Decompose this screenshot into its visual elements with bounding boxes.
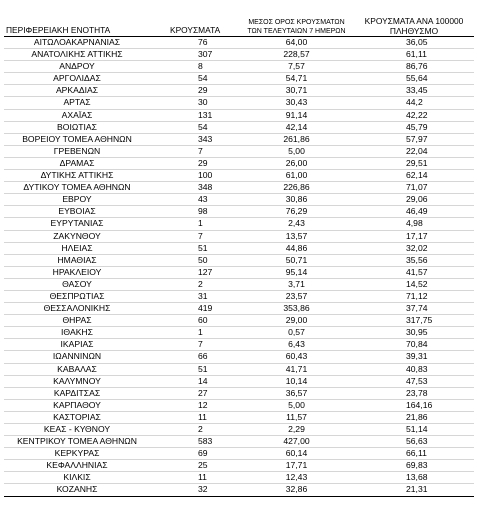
average-cell: 11,57 — [239, 411, 354, 423]
table-row — [4, 266, 474, 278]
header-7day-average: ΜΕΣΟΣ ΟΡΟΣ ΚΡΟΥΣΜΑΤΩΝ ΤΩΝ ΤΕΛΕΥΤΑΙΩΝ 7 ΗΜΕΡΩΝ — [239, 10, 354, 37]
region-cell: ΘΕΣΣΑΛΟΝΙΚΗΣ — [4, 303, 150, 315]
cases-cell: 2 — [150, 424, 239, 436]
region-cell: ΘΑΣΟΥ — [4, 278, 150, 290]
average-cell: 353,86 — [239, 303, 354, 315]
cases-cell: 11 — [150, 411, 239, 423]
average-cell: 10,14 — [239, 375, 354, 387]
rate-cell: 69,83 — [354, 460, 474, 472]
rate-cell: 86,76 — [354, 61, 474, 73]
table-row — [4, 49, 474, 61]
rate-cell: 45,79 — [354, 121, 474, 133]
region-cell: ΘΗΡΑΣ — [4, 315, 150, 327]
average-cell: 228,57 — [239, 49, 354, 61]
region-cell: ΘΕΣΠΡΩΤΙΑΣ — [4, 290, 150, 302]
average-cell: 60,14 — [239, 448, 354, 460]
cases-cell: 32 — [150, 484, 239, 496]
average-cell: 61,00 — [239, 170, 354, 182]
rate-cell: 71,12 — [354, 290, 474, 302]
table-row — [4, 315, 474, 327]
table-row — [4, 411, 474, 423]
region-cell: ΕΥΡΥΤΑΝΙΑΣ — [4, 218, 150, 230]
cases-cell: 14 — [150, 375, 239, 387]
rate-cell: 164,16 — [354, 399, 474, 411]
region-cell: ΚΑΡΠΑΘΟΥ — [4, 399, 150, 411]
cases-cell: 348 — [150, 182, 239, 194]
table-row — [4, 290, 474, 302]
rate-cell: 21,31 — [354, 484, 474, 496]
table-row — [4, 303, 474, 315]
header-region: ΠΕΡΙΦΕΡΕΙΑΚΗ ΕΝΟΤΗΤΑ — [4, 10, 150, 37]
average-cell: 30,86 — [239, 194, 354, 206]
rate-cell: 21,86 — [354, 411, 474, 423]
average-cell: 2,29 — [239, 424, 354, 436]
region-cell: ΚΑΣΤΟΡΙΑΣ — [4, 411, 150, 423]
region-cell: ΚΑΒΑΛΑΣ — [4, 363, 150, 375]
table-row — [4, 133, 474, 145]
average-cell: 7,57 — [239, 61, 354, 73]
rate-cell: 56,63 — [354, 436, 474, 448]
rate-cell: 47,53 — [354, 375, 474, 387]
cases-cell: 583 — [150, 436, 239, 448]
cases-cell: 343 — [150, 133, 239, 145]
cases-cell: 76 — [150, 37, 239, 49]
rate-cell: 71,07 — [354, 182, 474, 194]
cases-cell: 2 — [150, 278, 239, 290]
rate-cell: 17,17 — [354, 230, 474, 242]
table-row — [4, 230, 474, 242]
rate-cell: 23,78 — [354, 387, 474, 399]
rate-cell: 57,97 — [354, 133, 474, 145]
rate-cell: 30,95 — [354, 327, 474, 339]
table-row — [4, 278, 474, 290]
cases-cell: 307 — [150, 49, 239, 61]
rate-cell: 317,75 — [354, 315, 474, 327]
cases-cell: 419 — [150, 303, 239, 315]
region-cell: ΚΑΛΥΜΝΟΥ — [4, 375, 150, 387]
cases-cell: 31 — [150, 290, 239, 302]
rate-cell: 4,98 — [354, 218, 474, 230]
table-row — [4, 363, 474, 375]
cases-cell: 25 — [150, 460, 239, 472]
cases-cell: 98 — [150, 206, 239, 218]
average-cell: 23,57 — [239, 290, 354, 302]
average-cell: 41,71 — [239, 363, 354, 375]
rate-cell: 66,11 — [354, 448, 474, 460]
cases-cell: 27 — [150, 387, 239, 399]
table-row — [4, 254, 474, 266]
table-row — [4, 327, 474, 339]
region-cell: ΚΕΝΤΡΙΚΟΥ ΤΟΜΕΑ ΑΘΗΝΩΝ — [4, 436, 150, 448]
region-cell: ΙΚΑΡΙΑΣ — [4, 339, 150, 351]
region-cell: ΚΕΦΑΛΛΗΝΙΑΣ — [4, 460, 150, 472]
average-cell: 42,14 — [239, 121, 354, 133]
average-cell: 44,86 — [239, 242, 354, 254]
cases-cell: 54 — [150, 121, 239, 133]
header-row — [4, 10, 474, 37]
region-cell: ΔΥΤΙΚΗΣ ΑΤΤΙΚΗΣ — [4, 170, 150, 182]
average-cell: 17,71 — [239, 460, 354, 472]
cases-cell: 43 — [150, 194, 239, 206]
cases-cell: 69 — [150, 448, 239, 460]
average-cell: 2,43 — [239, 218, 354, 230]
table-body — [4, 37, 474, 497]
region-cell: ΗΡΑΚΛΕΙΟΥ — [4, 266, 150, 278]
cases-cell: 7 — [150, 145, 239, 157]
region-cell: ΔΥΤΙΚΟΥ ΤΟΜΕΑ ΑΘΗΝΩΝ — [4, 182, 150, 194]
cases-cell: 1 — [150, 218, 239, 230]
table-row — [4, 37, 474, 49]
region-cell: ΚΕΡΚΥΡΑΣ — [4, 448, 150, 460]
table-row — [4, 387, 474, 399]
average-cell: 29,00 — [239, 315, 354, 327]
rate-cell: 32,02 — [354, 242, 474, 254]
rate-cell: 51,14 — [354, 424, 474, 436]
rate-cell: 62,14 — [354, 170, 474, 182]
average-cell: 26,00 — [239, 157, 354, 169]
table-row — [4, 351, 474, 363]
average-cell: 76,29 — [239, 206, 354, 218]
average-cell: 261,86 — [239, 133, 354, 145]
average-cell: 12,43 — [239, 472, 354, 484]
cases-cell: 11 — [150, 472, 239, 484]
region-cell: ΚΕΑΣ - ΚΥΘΝΟΥ — [4, 424, 150, 436]
region-cell: ΚΟΖΑΝΗΣ — [4, 484, 150, 496]
cases-cell: 30 — [150, 97, 239, 109]
rate-cell: 41,57 — [354, 266, 474, 278]
average-cell: 30,43 — [239, 97, 354, 109]
table-row — [4, 194, 474, 206]
average-cell: 13,57 — [239, 230, 354, 242]
average-cell: 226,86 — [239, 182, 354, 194]
cases-cell: 51 — [150, 242, 239, 254]
table-row — [4, 121, 474, 133]
region-cell: ΕΥΒΟΙΑΣ — [4, 206, 150, 218]
table-row — [4, 424, 474, 436]
rate-cell: 29,06 — [354, 194, 474, 206]
cases-table — [4, 10, 474, 497]
rate-cell: 46,49 — [354, 206, 474, 218]
rate-cell: 22,04 — [354, 145, 474, 157]
region-cell: ΗΜΑΘΙΑΣ — [4, 254, 150, 266]
region-cell: ΑΧΑΪΑΣ — [4, 109, 150, 121]
cases-cell: 29 — [150, 85, 239, 97]
table-row — [4, 242, 474, 254]
table-row — [4, 375, 474, 387]
rate-cell: 13,68 — [354, 472, 474, 484]
cases-cell: 1 — [150, 327, 239, 339]
average-cell: 32,86 — [239, 484, 354, 496]
cases-cell: 8 — [150, 61, 239, 73]
region-cell: ΑΡΤΑΣ — [4, 97, 150, 109]
table-row — [4, 109, 474, 121]
region-cell: ΚΑΡΔΙΤΣΑΣ — [4, 387, 150, 399]
rate-cell: 29,51 — [354, 157, 474, 169]
average-cell: 6,43 — [239, 339, 354, 351]
region-cell: ΒΟΡΕΙΟΥ ΤΟΜΕΑ ΑΘΗΝΩΝ — [4, 133, 150, 145]
table-row — [4, 145, 474, 157]
cases-cell: 7 — [150, 339, 239, 351]
region-cell: ΑΙΤΩΛΟΑΚΑΡΝΑΝΙΑΣ — [4, 37, 150, 49]
cases-cell: 7 — [150, 230, 239, 242]
region-cell: ΑΡΓΟΛΙΔΑΣ — [4, 73, 150, 85]
average-cell: 36,57 — [239, 387, 354, 399]
average-cell: 60,43 — [239, 351, 354, 363]
average-cell: 50,71 — [239, 254, 354, 266]
average-cell: 0,57 — [239, 327, 354, 339]
average-cell: 95,14 — [239, 266, 354, 278]
table-row — [4, 448, 474, 460]
table-row — [4, 339, 474, 351]
rate-cell: 39,31 — [354, 351, 474, 363]
table-row — [4, 170, 474, 182]
region-cell: ΑΡΚΑΔΙΑΣ — [4, 85, 150, 97]
average-cell: 5,00 — [239, 145, 354, 157]
header-cases: ΚΡΟΥΣΜΑΤΑ — [150, 10, 239, 37]
rate-cell: 44,2 — [354, 97, 474, 109]
cases-cell: 100 — [150, 170, 239, 182]
region-cell: ΑΝΔΡΟΥ — [4, 61, 150, 73]
table-row — [4, 218, 474, 230]
table-row — [4, 472, 474, 484]
cases-cell: 127 — [150, 266, 239, 278]
table-row — [4, 206, 474, 218]
average-cell: 64,00 — [239, 37, 354, 49]
rate-cell: 33,45 — [354, 85, 474, 97]
rate-cell: 42,22 — [354, 109, 474, 121]
average-cell: 54,71 — [239, 73, 354, 85]
table-row — [4, 85, 474, 97]
average-cell: 91,14 — [239, 109, 354, 121]
region-cell: ΑΝΑΤΟΛΙΚΗΣ ΑΤΤΙΚΗΣ — [4, 49, 150, 61]
cases-cell: 60 — [150, 315, 239, 327]
region-cell: ΙΩΑΝΝΙΝΩΝ — [4, 351, 150, 363]
region-cell: ΗΛΕΙΑΣ — [4, 242, 150, 254]
average-cell: 3,71 — [239, 278, 354, 290]
average-cell: 30,71 — [239, 85, 354, 97]
rate-cell: 37,74 — [354, 303, 474, 315]
cases-cell: 54 — [150, 73, 239, 85]
table-row — [4, 436, 474, 448]
average-cell: 5,00 — [239, 399, 354, 411]
region-cell: ΕΒΡΟΥ — [4, 194, 150, 206]
region-cell: ΒΟΙΩΤΙΑΣ — [4, 121, 150, 133]
cases-cell: 131 — [150, 109, 239, 121]
table-row — [4, 157, 474, 169]
table-row — [4, 399, 474, 411]
region-cell: ΖΑΚΥΝΘΟΥ — [4, 230, 150, 242]
rate-cell: 36,05 — [354, 37, 474, 49]
rate-cell: 55,64 — [354, 73, 474, 85]
region-cell: ΚΙΛΚΙΣ — [4, 472, 150, 484]
region-cell: ΙΘΑΚΗΣ — [4, 327, 150, 339]
table-row — [4, 73, 474, 85]
rate-cell: 70,84 — [354, 339, 474, 351]
region-cell: ΓΡΕΒΕΝΩΝ — [4, 145, 150, 157]
cases-cell: 50 — [150, 254, 239, 266]
table-row — [4, 61, 474, 73]
rate-cell: 61,11 — [354, 49, 474, 61]
header-cases-per-100000: ΚΡΟΥΣΜΑΤΑ ΑΝΑ 100000 ΠΛΗΘΥΣΜΟ — [354, 10, 474, 37]
table-row — [4, 182, 474, 194]
cases-cell: 51 — [150, 363, 239, 375]
cases-cell: 29 — [150, 157, 239, 169]
region-cell: ΔΡΑΜΑΣ — [4, 157, 150, 169]
rate-cell: 40,83 — [354, 363, 474, 375]
rate-cell: 35,56 — [354, 254, 474, 266]
cases-cell: 66 — [150, 351, 239, 363]
table-row — [4, 97, 474, 109]
average-cell: 427,00 — [239, 436, 354, 448]
cases-cell: 12 — [150, 399, 239, 411]
rate-cell: 14,52 — [354, 278, 474, 290]
table-row — [4, 484, 474, 496]
table-row — [4, 460, 474, 472]
